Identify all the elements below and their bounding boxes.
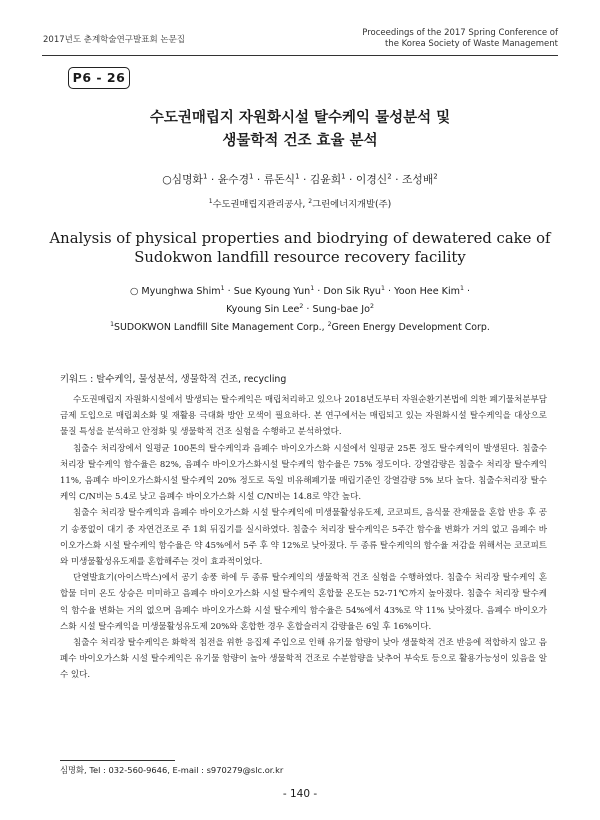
author-kr: 조성배 — [401, 173, 434, 186]
header-right-line1: Proceedings of the 2017 Spring Conference of — [362, 28, 558, 38]
header-right-line2: the Korea Society of Waste Management — [384, 39, 558, 49]
header-rule — [42, 55, 558, 56]
body-paragraph: 단열발효기(아이스박스)에서 공기 송풍 하에 두 종류 탈수케익의 생물학적 건조 실험을 수행하였다. 침출수 처리장 탈수케익 혼합물 더미 온도 상승은 미미하고 음폐수 바이오가스화 시설 탈수케익 혼합물 온도는 52-71℃까지 높아졌다. 침출수 처리장 탈수케익 함수율 변화는 거의 없으며 음폐수 바이오가스화 시설 탈수케익 함수율은 54%에서 43%로 약 11% 낮아졌다. 음폐수 바이오가스화 시설 탈수케익을 미생물활성유도제 20%와 혼합한 경우 혼합슬러지 감량율은 6일 후 16%이다. — [60, 573, 547, 632]
authors-english-line2: Kyoung Sin Lee$^2$ · Sung-bae Jo$^2$ — [226, 302, 374, 315]
title-english-line2: Sudokwon landfill resource recovery facility — [134, 249, 466, 266]
authors-korean: ○심명화$^1$ · 윤수경$^1$ · 류돈식$^1$ · 김윤희$^1$ · 이경신$^2$ · 조성배$^2$ — [162, 171, 438, 186]
footnote-contact: 심명화, Tel : 032-560-9646, E-mail : s970279@slc.or.kr — [60, 765, 284, 775]
author-en: Yoon Hee Kim — [394, 286, 460, 297]
paper-code-badge: P6 - 26 — [68, 67, 130, 89]
body-paragraph: 침출수 처리장 탈수케익과 음폐수 바이오가스화 시설 탈수케익에 미생물활성유도제, 코코피트, 음식물 잔재물을 혼합 반응 후 공기 송풍없이 대기 중 자연건조로 주 1회 뒤집기를 실시하였다. 침출수 처리장 탈수케익은 5주간 함수율 변화가 거의 없고 음폐수 바이오가스화 시설 탈수케익 함수율은 약 45%에서 5주 후 약 12%로 낮아졌다. 두 종류 탈수케익의 함수율 저감을 위해서는 코코피트와 미생물활성유도제를 혼합해주는 것이 효과적이었다. — [60, 508, 547, 568]
title-korean-line1: 수도권매립지 자원화시설 탈수케익 물성분석 및 — [149, 110, 451, 126]
body-paragraph: 수도권매립지 자원화시설에서 발생되는 탈수케익은 매립처리하고 있으나 2018년도부터 자원순환기본법에 의한 폐기물처분부담금제 도입으로 매립최소화 및 재활용 극대화 방안 모색이 필요하다. 본 연구에서는 매립되고 있는 자원화시설 탈수케익을 대상으로 물질 특성을 분석하고 안정화 및 생물학적 건조 실험을 수행하고 분석하였다. — [60, 395, 547, 438]
title-korean-line2: 생물학적 건조 효율 분석 — [222, 133, 378, 149]
affiliation-english: $^1$SUDOKWON Landfill Site Management Corp., $^2$Green Energy Development Corp. — [110, 320, 490, 333]
author-en: Sue Kyoung Yun — [233, 286, 311, 297]
author-en: Kyoung Sin Lee — [226, 304, 300, 315]
author-kr: 심명화 — [171, 173, 203, 186]
keywords: 키워드 : 탈수케익, 물성분석, 생물학적 건조, recycling — [60, 374, 287, 385]
page-number: - 140 - — [282, 788, 318, 800]
author-en: Don Sik Ryu — [323, 286, 382, 297]
authors-english — [0, 283, 600, 319]
affiliation-korean: $^1$수도권매립지관리공사, $^2$그린에너지개발(주) — [208, 197, 392, 210]
title-english-line1: Analysis of physical properties and biodrying of dewatered cake of — [49, 230, 551, 247]
footnote-rule — [60, 760, 175, 761]
author-kr: 류돈식 — [263, 173, 296, 186]
authors-english-line1: ○ Myunghwa Shim$^1$ · Sue Kyoung Yun$^1$ · Don Sik Ryu$^1$ · Yoon Hee Kim$^1$ · — [129, 284, 471, 297]
presenter-circle-mark: ○ — [129, 286, 142, 297]
author-kr: 이경신 — [355, 173, 388, 186]
author-kr: 김윤희 — [309, 173, 342, 186]
title-korean — [0, 107, 600, 153]
header-right — [362, 28, 558, 50]
presenter-circle-mark: ○ — [162, 173, 172, 186]
author-en: Myunghwa Shim — [141, 286, 221, 297]
body-paragraph: 침출수 처리장에서 일평균 100톤의 탈수케익과 음폐수 바이오가스화 시설에서 일평균 25톤 정도 탈수케익이 발생된다. 침출수 처리장 탈수케익 함수율은 82%, 음폐수 바이오가스화시설 탈수케익 함수율은 75% 정도이다. 강열감량은 침출수 처리장 탈수케익 11%, 음폐수 바이오가스화시설 탈수케익 20% 정도로 독일 비유해폐기물 매립기준인 강열감량 5% 보다 높다. 침출수처리장 탈수케익 C/N비는 5.4로 낮고 음폐수 바이오가스화 시설 C/N비는 14.8로 약간 높다. — [60, 443, 547, 503]
title-english — [0, 229, 600, 267]
author-en: Sung-bae Jo — [312, 304, 370, 315]
header-left: 2017년도 춘계학술연구발표회 논문집 — [43, 35, 185, 45]
body-paragraph: 침출수 처리장 탈수케익은 화학적 침전을 위한 응집제 주입으로 인해 유기물 함량이 낮아 생물학적 건조 반응에 적합하지 않고 음폐수 바이오가스화 시설 탈수케익은 유기물 함량이 높아 생물학적 건조로 수분함량을 낮추어 부숙토 등으로 활용가능성이 있음을 알 수 있다. — [60, 638, 547, 681]
abstract-body — [60, 392, 547, 684]
author-kr: 윤수경 — [217, 173, 250, 186]
